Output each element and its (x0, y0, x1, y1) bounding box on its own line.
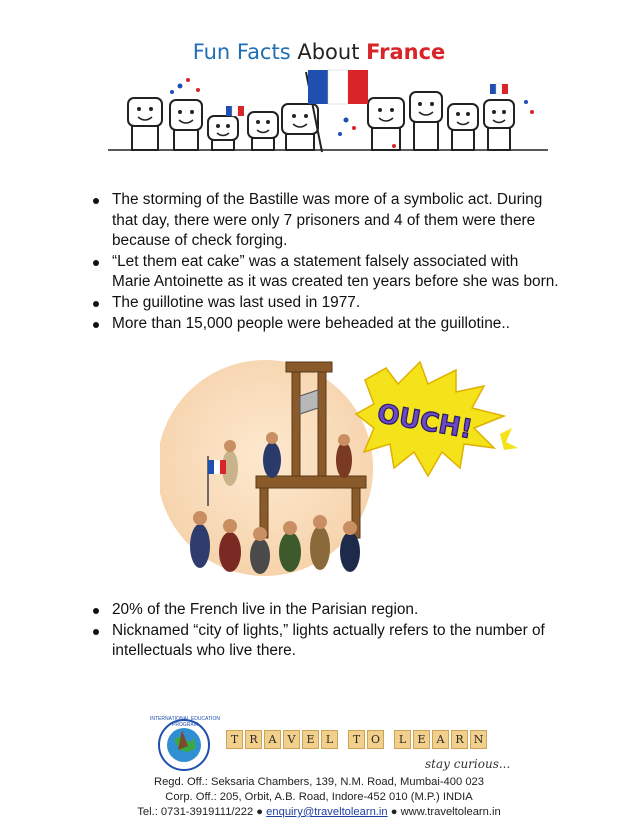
title-france: France (366, 40, 446, 64)
brand-tiles (226, 730, 487, 749)
list-item (92, 252, 572, 293)
brand-tile: T (226, 730, 243, 749)
fun-facts-list-bottom (92, 600, 572, 662)
address-corp: Corp. Off.: 205, Orbit, A.B. Road, Indore-452 010 (M.P.) INDIA (165, 791, 473, 803)
brand-tile: R (451, 730, 468, 749)
fact-line: The guillotine was last used in 1977. (112, 293, 361, 311)
title-fun-facts: Fun Facts (192, 40, 291, 64)
brand-tile: V (283, 730, 300, 749)
email-link[interactable]: enquiry@traveltolearn.in (266, 806, 388, 818)
fact-line: intellectuals who live there. (112, 642, 296, 660)
fact-line: 20% of the French live in the Parisian region. (112, 601, 419, 618)
fact-line: More than 15,000 people were beheaded at the guillotine.. (112, 314, 510, 332)
brand-tile-gap (340, 730, 346, 749)
address-regd: Regd. Off.: Seksaria Chambers, 139, N.M. Road, Mumbai-400 023 (154, 776, 484, 788)
fact-line: because of check forging. (112, 232, 288, 250)
brand-tile: A (432, 730, 449, 749)
guillotine-illustration (160, 356, 550, 580)
brand-tile: L (321, 730, 338, 749)
tagline: stay curious... (425, 757, 511, 771)
brand-tile: N (470, 730, 487, 749)
fact-line: Nicknamed “city of lights,” lights actually refers to the number of (112, 621, 545, 639)
title-about: About (297, 40, 360, 64)
contact-line (0, 806, 638, 818)
brand-tile: E (302, 730, 319, 749)
list-item (92, 314, 572, 335)
fact-line: The storming of the Bastille was more of a symbolic act. During (112, 191, 543, 208)
brand-tile: T (348, 730, 365, 749)
fact-line: that day, there were only 7 prisoners and 4 of them were there (112, 211, 536, 229)
phone-text: Tel.: 0731-3919111/222 ● (137, 806, 264, 818)
fun-facts-list-top (92, 190, 572, 334)
fact-line: Marie Antoinette as it was created ten years before she was born. (112, 273, 559, 291)
page-title (0, 40, 638, 64)
brand-tile-gap (386, 730, 392, 749)
list-item (92, 293, 572, 314)
brand-tile: E (413, 730, 430, 749)
website-text[interactable]: ● www.traveltolearn.in (390, 806, 501, 818)
list-item (92, 190, 572, 252)
list-item (92, 600, 572, 621)
brand-tile: O (367, 730, 384, 749)
brand-tile: L (394, 730, 411, 749)
ouch-burst-icon (356, 362, 518, 476)
list-item (92, 621, 572, 662)
brand-tile: A (264, 730, 281, 749)
french-flag-icon (308, 70, 368, 104)
ouch-text: OUCH! (374, 398, 475, 446)
logo-ring-text: INTERNATIONAL EDUCATION PROGRAM (150, 716, 220, 728)
doodle-people-banner (108, 62, 548, 162)
brand-tile: R (245, 730, 262, 749)
fact-line: “Let them eat cake” was a statement falsely associated with (112, 252, 519, 270)
